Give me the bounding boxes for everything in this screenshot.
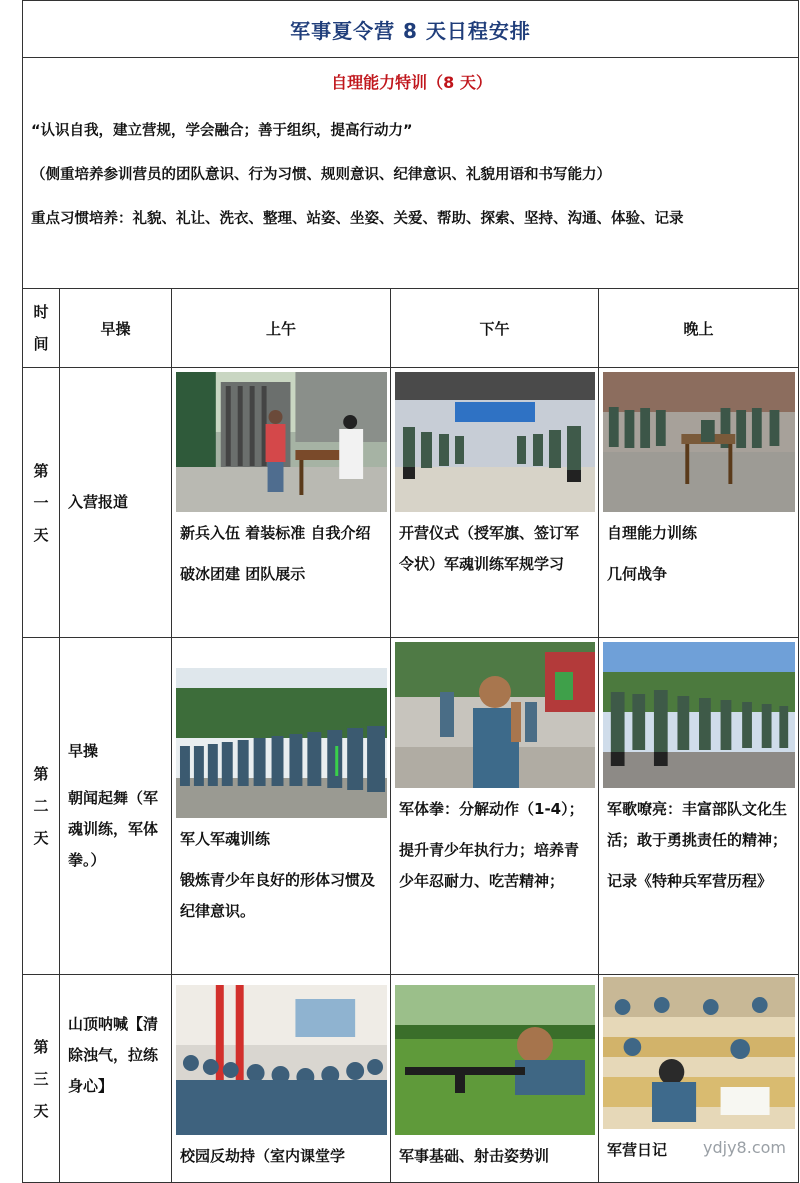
evening-cell [599, 368, 799, 638]
evening-caption: 军营日记 [607, 1141, 668, 1159]
table-header-row [23, 289, 799, 368]
pm-cell [391, 368, 599, 638]
morning-text: 入营报道 [68, 493, 129, 511]
military-song-photo [603, 642, 795, 788]
header-am: 上午 [172, 289, 391, 368]
am-cell [172, 368, 391, 638]
header-time: 时间 [23, 289, 60, 368]
morning-cell [60, 975, 172, 1183]
camp-diary-photo [603, 977, 795, 1129]
header-evening: 晚上 [599, 289, 799, 368]
table-row [23, 368, 799, 638]
evening-caption: 军歌嘹亮：丰富部队文化生活；敢于勇挑责任的精神； 记录《特种兵军营历程》 [607, 800, 788, 890]
pm-cell [391, 975, 599, 1183]
morning-text: 山顶呐喊【清除浊气，拉练身心】 [68, 1015, 159, 1095]
table-row [23, 975, 799, 1183]
pm-caption: 军事基础、射击姿势训 [399, 1147, 550, 1165]
schedule-table [22, 0, 799, 1183]
page-title: 军事夏令营 8 天日程安排 [23, 1, 799, 58]
day-label: 第二天 [23, 638, 60, 975]
shooting-posture-photo [395, 985, 595, 1135]
morning-text: 早操 [68, 742, 99, 760]
evening-caption: 自理能力训练 几何战争 [607, 524, 698, 583]
program-habits: 重点习惯培养：礼貌、礼让、洗衣、整理、站姿、坐姿、关爱、帮助、探索、坚持、沟通、体验、记录 [31, 211, 684, 227]
program-motto: “认识自我，建立营规，学会融合；善于组织，提高行动力” [31, 123, 413, 139]
am-cell [172, 638, 391, 975]
self-care-training-photo [603, 372, 795, 512]
header-pm: 下午 [391, 289, 599, 368]
morning-cell [60, 368, 172, 638]
pm-cell [391, 638, 599, 975]
am-caption: 军人军魂训练 锻炼青少年良好的形体习惯及纪律意识。 [180, 830, 376, 920]
registration-photo [176, 372, 387, 512]
day-label: 第三天 [23, 975, 60, 1183]
day-label: 第一天 [23, 368, 60, 638]
am-caption: 校园反劫持（室内课堂学 [180, 1147, 346, 1165]
table-row [23, 638, 799, 975]
pm-caption: 军体拳：分解动作（1-4）； 提升青少年执行力；培养青少年忍耐力、吃苦精神； [399, 800, 584, 890]
morning-text: 朝闻起舞（军魂训练，军体拳。） [68, 789, 159, 869]
military-boxing-photo [395, 642, 595, 788]
opening-ceremony-photo [395, 372, 595, 512]
program-subtitle: 自理能力特训（8 天） [331, 73, 492, 92]
program-focus: （侧重培养参训营员的团队意识、行为习惯、规则意识、纪律意识、礼貌用语和书写能力） [31, 167, 611, 183]
evening-cell [599, 638, 799, 975]
pm-caption: 开营仪式（授军旗、签订军令状）军魂训练军规学习 [399, 524, 580, 573]
header-morning-drill: 早操 [60, 289, 172, 368]
am-cell [172, 975, 391, 1183]
morning-cell [60, 638, 172, 975]
schedule-document [22, 0, 798, 1183]
am-caption: 新兵入伍 着装标准 自我介绍 破冰团建 团队展示 [180, 524, 371, 583]
anti-hijack-class-photo [176, 985, 387, 1135]
site-watermark: ydjy8.com [703, 1138, 786, 1157]
military-soul-training-photo [176, 668, 387, 818]
intro-block [23, 58, 799, 289]
